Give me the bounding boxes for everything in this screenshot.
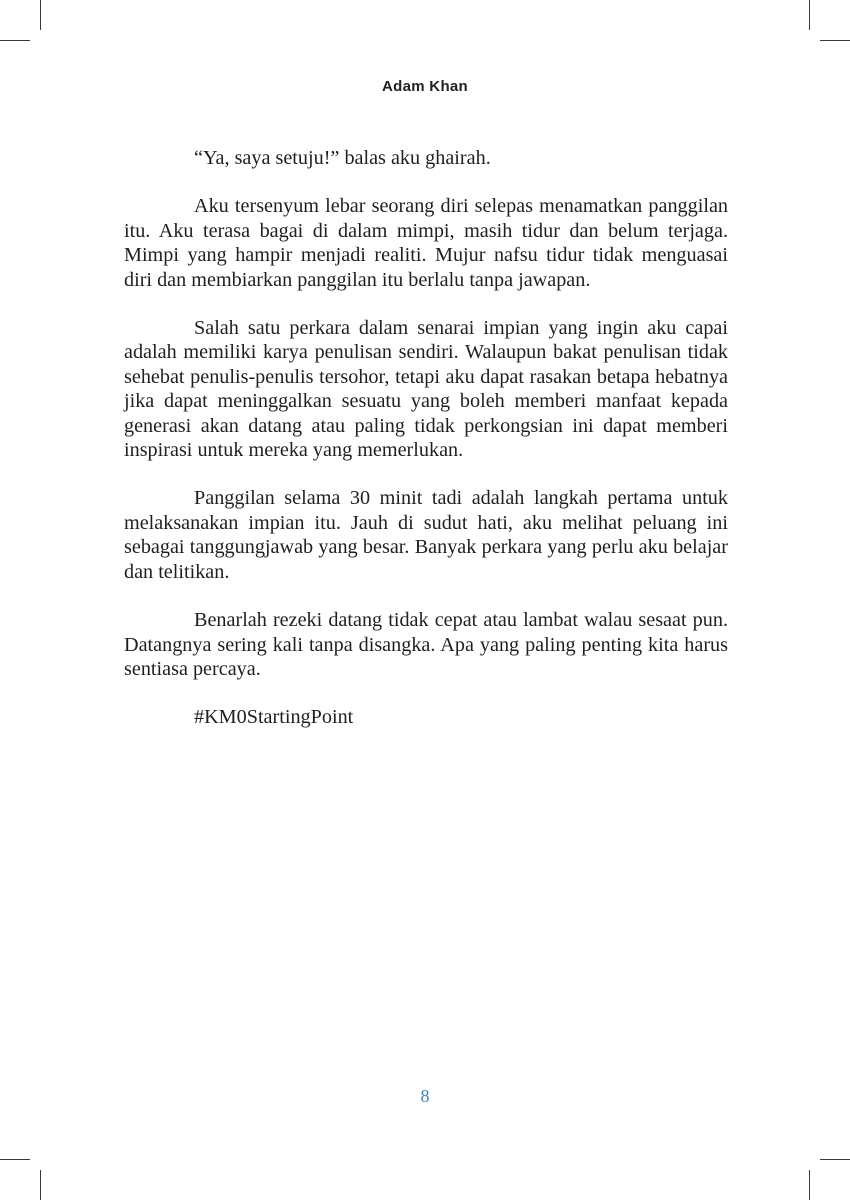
hashtag: #KM0StartingPoint [194, 706, 354, 729]
crop-mark-top-left-vertical [40, 0, 41, 30]
paragraph: Aku tersenyum lebar seorang diri selepas menamatkan panggilan itu. Aku terasa bagai di dalam mimpi, masih tidur dan belum terjaga. Mimpi yang hampir menjadi realiti. Mujur nafsu tidur tidak menguasai diri dan membiarkan panggilan itu berlalu tanpa jawapan. [124, 195, 728, 291]
crop-mark-bottom-right-vertical [809, 1170, 810, 1200]
crop-mark-bottom-right-horizontal [820, 1159, 850, 1160]
crop-mark-bottom-left-horizontal [0, 1159, 30, 1160]
running-header-author: Adam Khan [381, 78, 469, 95]
crop-mark-top-right-horizontal [820, 40, 850, 41]
paragraph: Salah satu perkara dalam senarai impian yang ingin aku capai adalah memiliki karya penulisan sendiri. Walaupun bakat penulisan tidak sehebat penulis-penulis tersohor, tetapi aku dapat rasakan betapa hebatnya jika dapat meninggalkan sesuatu yang boleh memberi manfaat kepada generasi akan datang atau paling tidak perkongsian ini dapat memberi inspirasi untuk mereka yang memerlukan. [124, 317, 728, 462]
crop-mark-top-right-vertical [809, 0, 810, 30]
crop-mark-bottom-left-vertical [40, 1170, 41, 1200]
page-number: 8 [420, 1086, 430, 1106]
crop-mark-top-left-horizontal [0, 40, 30, 41]
paragraph: “Ya, saya setuju!” balas aku ghairah. [194, 147, 491, 169]
page-body [124, 146, 728, 754]
paragraph: Panggilan selama 30 minit tadi adalah langkah pertama untuk melaksanakan impian itu. Jauh di sudut hati, aku melihat peluang ini sebagai tanggungjawab yang besar. Banyak perkara yang perlu aku belajar dan telitikan. [124, 487, 728, 583]
paragraph: Benarlah rezeki datang tidak cepat atau lambat walau sesaat pun. Datangnya sering kali tanpa disangka. Apa yang paling penting kita harus sentiasa percaya. [124, 609, 728, 680]
